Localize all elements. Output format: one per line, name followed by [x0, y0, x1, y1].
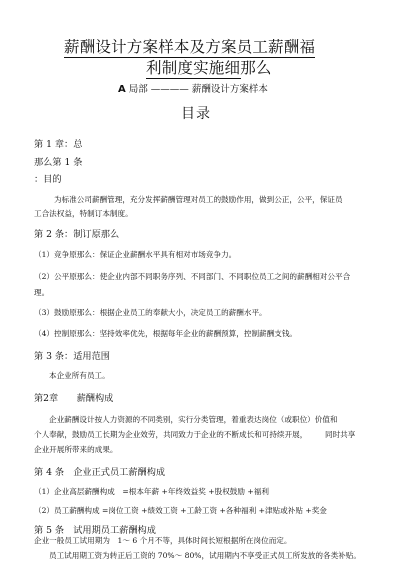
article-4-item-2: （2）员工薪酬构成 =岗位工资 +绩效工资 +工龄工资 +各种福利 +津贴或补贴 +奖金 [34, 506, 327, 516]
chapter-2-paragraph-line-1: 企业薪酬设计按人力资源的不同类别，实行分类管理，着重表达岗位（或职位）价值和 [49, 414, 338, 424]
purpose-paragraph-line-1: 为标准公司薪酬管理，充分发挥薪酬管理对员工的鼓励作用，做到公正，公平，保证员 [54, 195, 343, 205]
chapter-1-heading: 第 1 章：总 [34, 138, 83, 150]
article-5-paragraph-2-tail: 70%～ 80%，试用期内不享受正式员工所发放的各类补贴。 [157, 550, 361, 560]
purpose-paragraph-line-2: 工合法权益，特制订本制度。 [34, 209, 133, 219]
article-5-heading: 第 5 条 试用期员工薪酬构成 [34, 525, 156, 537]
article-5-paragraph-2-head: 员工试用期工资为转正后工资的 [49, 550, 156, 560]
subtitle-text: 局部 ———— 薪酬设计方案样本 [128, 84, 268, 95]
principle-3: （3）鼓励原那么：根据企业员工的奉献大小，决定员工的薪酬水平。 [34, 308, 267, 318]
chapter-2-paragraph-line-2-tail: 同时共享 [325, 429, 356, 439]
subtitle-prefix: A [118, 84, 126, 95]
document-title-line-2: 利制度实施细那么 [146, 56, 241, 79]
chapter-2-heading: 第2章 薪酬构成 [34, 393, 114, 405]
article-5-paragraph-1: 企业一般员工试用期为 1～ 6 个月不等，具体时间长短根据所在岗位而定。 [34, 535, 292, 545]
principle-1: （1）竞争原那么：保证企业薪酬水平具有相对市场竞争力。 [34, 249, 237, 259]
article-4-heading: 第 4 条 企业正式员工薪酬构成 [34, 466, 166, 478]
principle-2-line-2: 理。 [34, 287, 50, 297]
principle-4: （4）控制原那么：坚持效率优先，根据每年企业的薪酬预算，控制薪酬支钱。 [34, 329, 298, 339]
purpose-heading: ：目的 [34, 174, 62, 186]
document-subtitle [118, 81, 268, 95]
article-2-heading: 第 2 条：制订原那么 [34, 229, 120, 241]
document-title-line-1: 薪酬设计方案样本及方案员工薪酬福 [64, 35, 315, 58]
chapter-2-paragraph-line-3: 企业开展所带来的成果。 [34, 445, 118, 454]
article-1-heading: 那么第 1 条 [34, 156, 83, 168]
article-4-item-1: （1）企业高层薪酬构成 =根本年薪 +年终效益奖 +股权鼓励 +福利 [34, 487, 269, 497]
article-5-paragraph-2 [49, 550, 361, 561]
toc-heading: 目录 [181, 106, 211, 122]
article-3-body: 本企业所有员工。 [49, 371, 110, 381]
article-3-heading: 第 3 条：适用范围 [34, 350, 110, 362]
principle-2-line-1: （2）公平原那么：使企业内部不同职务序列、不同部门、不同职位员工之间的薪酬相对公平合 [34, 272, 351, 282]
chapter-2-paragraph-line-2: 个人奉献，鼓励员工长期为企业效劳，共同致力于企业的不断成长和可持续开展， [34, 429, 308, 439]
